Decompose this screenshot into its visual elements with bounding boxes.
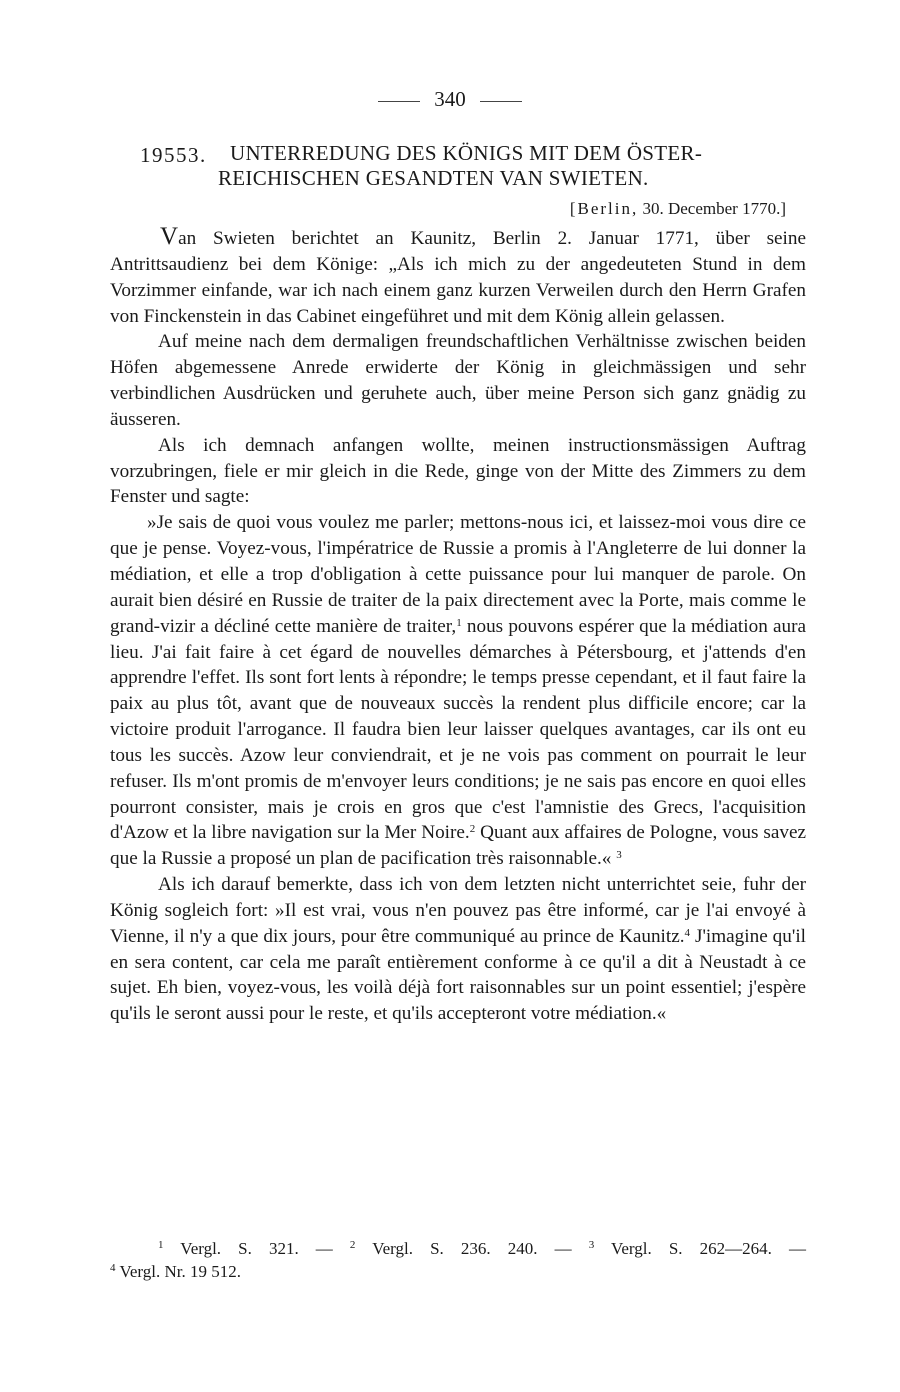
paragraph-4-text-c: Quant aux affaires de Pologne, vous savez que la Russie a proposé un plan de pacification très raisonnable.« [110,822,806,870]
dateline [570,198,786,220]
footnote-2: Vergl. S. 236. 240. — [372,1239,572,1258]
initial-letter: V [160,223,179,250]
paragraph-1-text: an Swieten berichtet an Kaunitz, Berlin 2. Januar 1771, über seine Antrittsaudienz bei dem Könige: „Als ich mich zu der angedeuteten Stund in dem Vorzimmer einfande, war ich nach einem ganz kurzen Verweilen durch den Herrn Grafen von Finckenstein in das Cabinet eingeführet und mit dem König allein gelassen. [110,228,806,327]
paragraph-2 [110,329,806,432]
footnote-1: Vergl. S. 321. — [180,1239,333,1258]
footnote-mark-1: 1 [158,1239,164,1251]
footnote-ref-1[interactable]: 1 [456,616,462,629]
footnote-mark-3: 3 [588,1239,595,1251]
footnote-line-2 [110,1260,806,1283]
paragraph-5-text-b: J'imagine qu'il en sera content, car cela me paraît entièrement conforme à ce qu'il a dit à Neustadt à ce sujet. Eh bien, voyez-vous, les voilà déjà fort raisonnables sur un point essentiel; j'espère qu'ils le seront aussi pour le reste, et qu'ils accepteront votre médiation.« [110,925,806,1025]
right-rule [480,101,522,102]
paragraph-2-text: Auf meine nach dem dermaligen freundschaftlichen Verhältnisse zwischen beiden Höfen abgemessene Anrede erwiderte der König in gleichmässigen und sehr verbindlichen Ausdrücken und geruhete auch, über meine Person sich ganz gnädig zu äusseren. [110,331,806,430]
paragraph-3 [110,433,806,511]
paragraph-4-text-b: nous pouvons espérer que la médiation aura lieu. J'ai fait faire à cet égard de nouvelles démarches à Pétersbourg, et j'attends d'en apprendre l'effet. Ils sont fort lents à répondre; le temps presse cependant, et il faut faire la paix au plus tôt, avant que de nouveaux succès la rendent plus difficile encore; car la victoire produit l'arrogance. Il faudra bien leur laisser quelques avantages, car ils ont eu tous les succès. Azow leur conviendrait, et je ne vois pas comment on pourrait le leur refuser. Ils m'ont promis de m'envoyer leurs conditions; je ne sais pas encore en quoi elles pourront consister, mais je crois en gros que c'est l'amnistie des Grecs, l'acquisition d'Azow et la libre navigation sur la Mer Noire. [110,615,806,844]
dateline-date: 30. December 1770.] [642,199,786,218]
left-rule [378,101,420,102]
body-text [110,224,806,1027]
footnote-ref-4[interactable]: 4 [684,926,691,939]
footnote-ref-2[interactable]: 2 [469,823,476,836]
footnote-3: Vergl. S. 262—264. — [610,1239,806,1258]
footnote-mark-4: 4 [110,1262,116,1274]
heading-line-2: REICHISCHEN GESANDTEN VAN SWIETEN. [218,166,649,190]
footnotes [110,1237,806,1283]
page-number-line [0,86,900,112]
paragraph-4-text-a: »Je sais de quoi vous voulez me parler; mettons-nous ici, et laissez-moi vous dire ce que je pense. Voyez-vous, l'impératrice de Russie a promis à l'Angleterre de lui donner la médiation, et elle a trop d'obligation à cette puissance pour lui manquer de parole. On aurait bien désiré en Russie de traiter de la paix directement avec la Porte, mais comme le grand-vizir a décliné cette manière de traiter, [110,512,806,637]
document-number: 19553. [140,143,207,167]
footnote-ref-3[interactable]: 3 [616,849,622,862]
footnote-line-1 [110,1237,806,1260]
paragraph-5 [110,872,806,1027]
paragraph-3-text: Als ich demnach anfangen wollte, meinen instructionsmässigen Auftrag vorzubringen, fiele er mir gleich in die Rede, ginge von der Mitte des Zimmers zu dem Fenster und sagte: [110,434,806,508]
heading-line-1: UNTERREDUNG DES KÖNIGS MIT DEM ÖSTER- [230,141,703,165]
footnote-mark-2: 2 [349,1239,356,1251]
paragraph-1 [110,224,806,329]
footnote-4: Vergl. Nr. 19 512. [119,1262,241,1281]
page-number: 340 [434,87,466,111]
dateline-place: [Berlin, [569,199,639,218]
paragraph-4 [110,510,806,872]
paragraph-5-text-a: Als ich darauf bemerkte, dass ich von dem letzten nicht unterrichtet seie, fuhr der König sogleich fort: »Il est vrai, vous n'en pouvez pas être informé, car je l'ai envoyé à Vienne, il n'y a que dix jours, pour être communiqué au prince de Kaunitz. [110,874,806,947]
